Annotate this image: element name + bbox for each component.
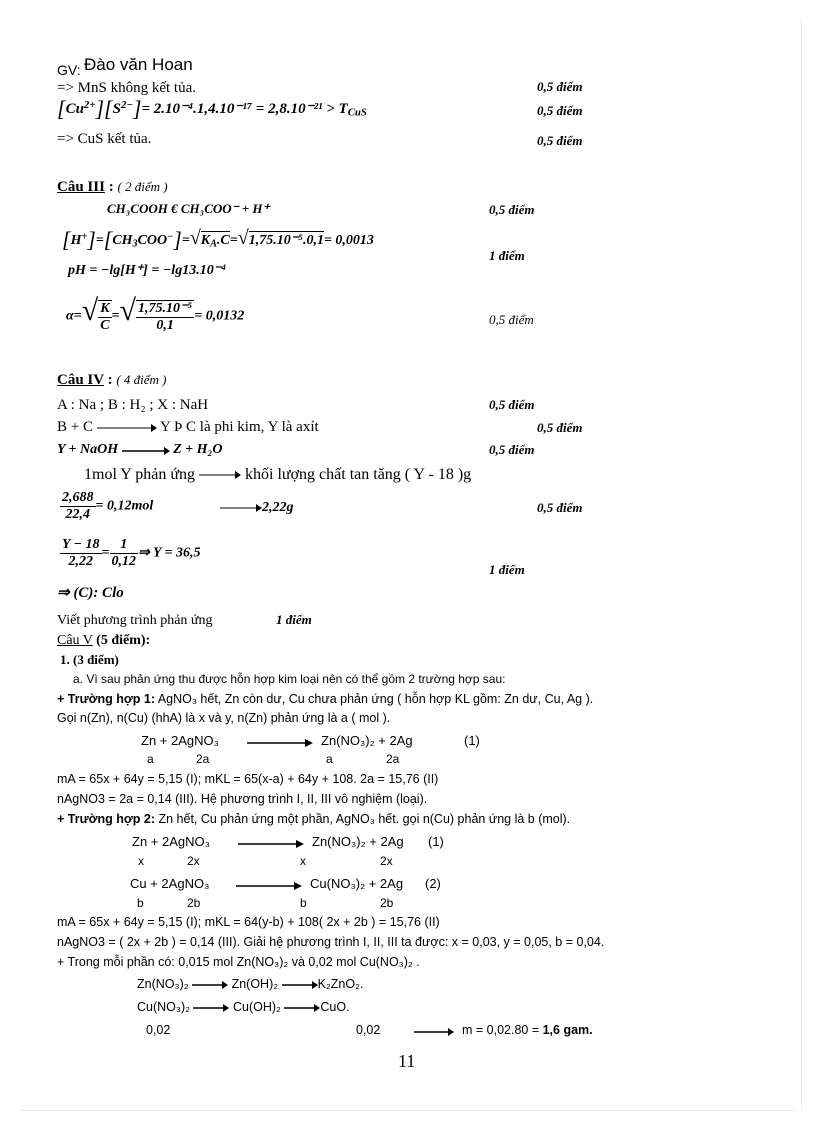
- chain2-c: CuO.: [320, 1000, 350, 1014]
- arrow-right-icon: [220, 503, 262, 513]
- cus-line: => CuS kết tủa.: [57, 131, 152, 147]
- alpha-k: K: [98, 301, 111, 318]
- cau4-line3: [57, 442, 223, 458]
- rx2-coef-3: x: [300, 854, 306, 868]
- cau4-write-score: 1 điểm: [276, 612, 312, 627]
- rx3-coef-3: b: [300, 896, 307, 910]
- cau4-line3-score: 0,5 điểm: [489, 442, 535, 457]
- line2-a: B + C: [57, 419, 93, 435]
- cau4-frac2: $\frac{Y - 18}{2,22}$ = $\frac{1}{0,12}$ ⇒ Y = 36,5: [62, 537, 201, 570]
- cau3-points: ( 2 điểm ): [117, 179, 168, 194]
- cau4-frac1-score: 0,5 điểm: [537, 500, 583, 515]
- alpha-den: 0,1: [156, 317, 174, 333]
- each-portion: + Trong mỗi phần có: 0,015 mol Zn(NO₃)₂ và 0,02 mol Cu(NO₃)₂ .: [57, 955, 420, 969]
- cau3-eq2-res: = 0,0013: [323, 233, 374, 248]
- case2-mass: mA = 65x + 64y = 5,15 (I); mKL = 64(y-b) + 108( 2x + 2b ) = 15,76 (II): [57, 915, 440, 929]
- cau3-heading: Câu III : ( 2 điểm ): [57, 179, 168, 195]
- rx2-coef-1: x: [138, 854, 144, 868]
- cus-eq-rhs: = 2.10⁻⁴.1,4.10⁻¹⁷ = 2,8.10⁻²¹ >: [141, 101, 335, 117]
- frac2b-num: 1: [110, 537, 139, 554]
- case2-label: + Trường hợp 2:: [57, 812, 156, 826]
- cus-eq-score: 0,5 điểm: [537, 103, 583, 118]
- page-border-bottom: [20, 1110, 796, 1111]
- cau5-heading: [57, 633, 150, 649]
- arrow-right-icon: [192, 980, 228, 990]
- mns-score: 0,5 điểm: [537, 79, 583, 94]
- rx1-coef-4: 2a: [386, 752, 400, 766]
- chain2: [137, 1000, 350, 1014]
- cau5-title: Câu V: [57, 633, 93, 648]
- cau3-eq2: $[H^+]=[CH_3COO^-]=√K_A.C=√1,75.10^{-5}.0,1= 0,0013$: [62, 227, 374, 252]
- chain2-a: Cu(NO₃)₂: [137, 1000, 190, 1014]
- case2-line: [57, 812, 570, 826]
- cus-equation: $[Cu^{2+}][S^{2-}]= 2.10^{-4}.1,4.10^{-17} = 2,8.10^{-21} > T_{CuS}$: [57, 96, 367, 121]
- case2-mol: nAgNO3 = ( 2x + 2b ) = 0,14 (III). Giải hệ phương trình I, II, III ta được: x = 0,03, y = 0,05, b = 0,04.: [57, 935, 605, 949]
- line2-b: Y Þ C là phi kim, Y là axít: [159, 419, 319, 435]
- chain1-b: Zn(OH)₂: [231, 977, 279, 991]
- arrow-right-icon: [193, 1003, 229, 1013]
- gv-label: GV:: [57, 62, 81, 78]
- cau4-line1-score: 0,5 điểm: [489, 397, 535, 412]
- rx1-coef-1: a: [147, 752, 154, 766]
- arrow-right-icon: [284, 1003, 320, 1013]
- frac1-res: = 0,12mol: [95, 498, 154, 514]
- cau3-eq2-val: 1,75.10⁻⁵.0,1: [248, 233, 324, 248]
- rx2-right: Zn(NO₃)₂ + 2Ag: [312, 834, 404, 849]
- cau4-frac1: [60, 490, 153, 523]
- rx3-coef-4: 2b: [380, 896, 394, 910]
- frac2-num: Y − 18: [60, 537, 102, 554]
- frac1-num: 2,688: [60, 490, 96, 507]
- frac1-target: 2,22g: [262, 500, 294, 515]
- rx1-right: Zn(NO₃)₂ + 2Ag: [321, 733, 413, 748]
- cau5-points: (5 điểm):: [96, 633, 151, 648]
- mass-result-b: 1,6 gam.: [542, 1023, 593, 1037]
- frac2b-den: 0,12: [111, 554, 136, 570]
- cau4-line2-score: 0,5 điểm: [537, 420, 583, 435]
- alpha-num: 1,75.10⁻⁵: [136, 301, 194, 318]
- chain1-c: K₂ZnO₂.: [317, 977, 364, 991]
- rx1-coef-2: 2a: [196, 752, 210, 766]
- line4-b: khối lượng chất tan tăng ( Y - 18 )g: [245, 466, 472, 483]
- rx1-number: (1): [464, 733, 480, 748]
- page-number: 11: [398, 1051, 416, 1071]
- case1-mol: nAgNO3 = 2a = 0,14 (III). Hệ phương trình I, II, III vô nghiệm (loại).: [57, 792, 428, 806]
- rx3-number: (2): [425, 876, 441, 891]
- line4-a: 1mol Y phản ứng: [84, 466, 196, 483]
- frac1-den: 22,4: [65, 507, 90, 523]
- chain2-b: Cu(OH)₂: [232, 1000, 281, 1014]
- arrow-right-icon: [236, 881, 302, 891]
- cau4-heading: Câu IV : ( 4 điểm ): [57, 372, 167, 388]
- cau3-title: Câu III: [57, 179, 105, 195]
- cau4-line4: [84, 466, 471, 484]
- cus-score: 0,5 điểm: [537, 133, 583, 148]
- cau4-line2: [57, 419, 319, 436]
- case1-text: AgNO₃ hết, Zn còn dư, Cu chưa phản ứng ( hỗn hợp KL gồm: Zn dư, Cu, Ag ).: [157, 692, 594, 706]
- rx2-coef-2: 2x: [187, 854, 200, 868]
- rx3-coef-2: 2b: [187, 896, 201, 910]
- rx3-left: Cu + 2AgNO₃: [130, 876, 210, 891]
- rx3-coef-1: b: [137, 896, 144, 910]
- arrow-right-icon: [414, 1027, 454, 1037]
- rx3-right: Cu(NO₃)₂ + 2Ag: [310, 876, 404, 891]
- chain1: [137, 977, 363, 991]
- arrow-right-icon: [282, 980, 318, 990]
- teacher-name: Đào văn Hoan: [84, 55, 193, 74]
- mass-result: [462, 1023, 593, 1037]
- cau3-eq2-mid: =: [181, 233, 190, 248]
- cau5-part1: 1. (3 điểm): [60, 652, 119, 667]
- rx2-coef-4: 2x: [380, 854, 393, 868]
- rx1-left: Zn + 2AgNO₃: [141, 733, 219, 748]
- arrow-right-icon: [238, 839, 304, 849]
- mass-result-a: m = 0,02.80 =: [462, 1023, 543, 1037]
- frac2-den: 2,22: [68, 554, 93, 570]
- arrow-right-icon: [97, 423, 157, 433]
- cau3-alpha-score: 0,5 điểm: [489, 312, 534, 327]
- cau3-ph-eq: pH = −lg[H⁺] = −lg13.10⁻⁴: [68, 263, 226, 278]
- rx1-coef-3: a: [326, 752, 333, 766]
- cau3-alpha-eq: α=√ $\frac{K}{C}$ =√ $\frac{\text{1,75.10⁻⁵}}{0,1}$ = 0,0132: [66, 294, 245, 333]
- quantity-1: 0,02: [146, 1023, 171, 1037]
- case1-label: + Trường hợp 1:: [57, 692, 156, 706]
- arrow-right-icon: [199, 470, 241, 480]
- alpha-c: C: [100, 317, 110, 333]
- cau4-frac2-score: 1 điểm: [489, 562, 525, 577]
- cau4-write-eq: Viết phương trình phản ứng: [57, 613, 213, 628]
- cau4-points: ( 4 điểm ): [116, 372, 167, 387]
- case2-text: Zn hết, Cu phản ứng một phần, AgNO₃ hết. gọi n(Cu) phản ứng là b (mol).: [158, 812, 571, 826]
- cau3-eq1: CH₃COOH € CH₃COO⁻ + H⁺: [107, 201, 270, 216]
- chain1-a: Zn(NO₃)₂: [137, 977, 189, 991]
- alpha-res: = 0,0132: [194, 308, 245, 324]
- case1-line: [57, 692, 593, 706]
- mns-line: => MnS không kết tủa.: [57, 80, 196, 96]
- frac2-res: ⇒ Y = 36,5: [138, 545, 201, 561]
- quantity-2: 0,02: [356, 1023, 381, 1037]
- arrow-right-icon: [122, 445, 170, 455]
- rx2-left: Zn + 2AgNO₃: [132, 834, 210, 849]
- line3-a: Y + NaOH: [57, 442, 119, 457]
- cau4-line1: A : Na ; B : H₂ ; X : NaH: [57, 397, 209, 413]
- case1-mass: mA = 65x + 64y = 5,15 (I); mKL = 65(x-a) + 64y + 108. 2a = 15,76 (II): [57, 772, 439, 786]
- cau3-eq1-score: 0,5 điểm: [489, 202, 535, 217]
- page-border-right: [801, 20, 802, 1109]
- cau4-frac1-target: [220, 500, 294, 516]
- rx2-number: (1): [428, 834, 444, 849]
- cau4-conclusion: ⇒ (C): Clo: [57, 585, 124, 601]
- cau4-title: Câu IV: [57, 372, 104, 388]
- cau5-intro: a. Vì sau phản ứng thu được hỗn hợp kim loại nên có thể gồm 2 trường hợp sau:: [73, 672, 506, 686]
- case1-let: Gọi n(Zn), n(Cu) (hhA) là x và y, n(Zn) phản ứng là a ( mol ).: [57, 711, 391, 725]
- arrow-right-icon: [247, 738, 313, 748]
- cau3-eq2-score: 1 điểm: [489, 248, 525, 263]
- line3-b: Z + H₂O: [173, 442, 223, 457]
